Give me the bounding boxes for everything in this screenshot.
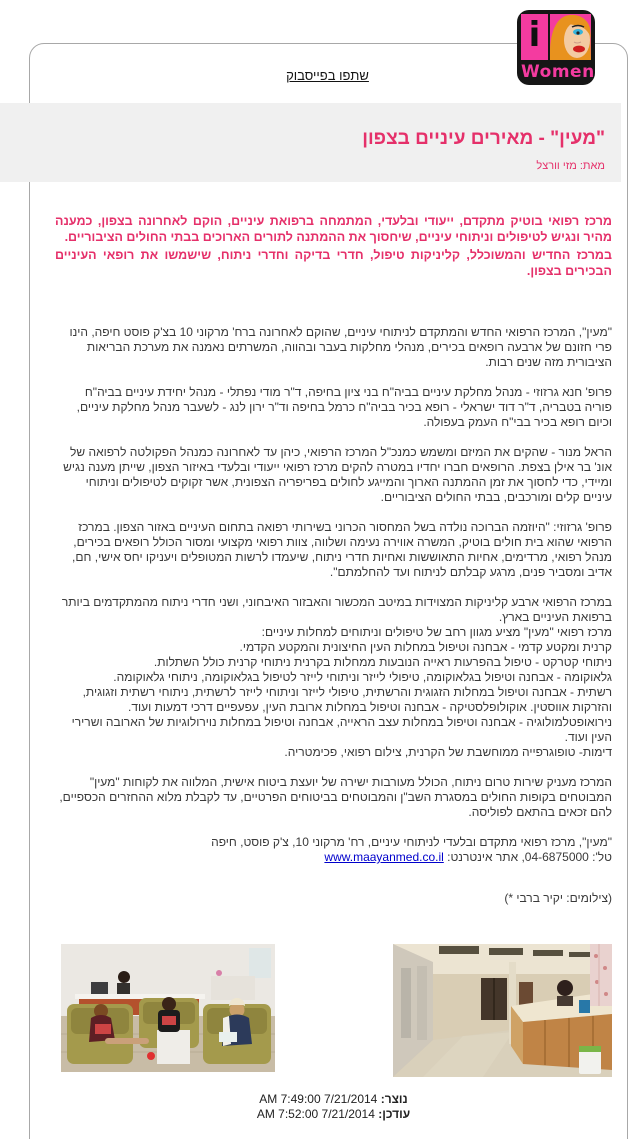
contact-address: "מעין", מרכז רפואי מתקדם ובלעדי לניתוחי עיניים, רח' מרקוני 10, צ'ק פוסט, חיפה <box>211 835 612 849</box>
services-line: ניתוחי קטרקט - טיפול בהפרעות ראייה הנובעות ממחלות בקרנית ניתוחי קרנית כולל השתלות. <box>153 655 612 669</box>
lead-paragraph <box>55 213 612 279</box>
lead-line-2: במרכז החדיש והמשוכלל, קליניקות טיפול, חדרי בדיקה וחדרי ניתוח, שישמשו את רופאי העיניים הבכירים בצפון. <box>55 248 612 278</box>
ilwomen-logo[interactable] <box>517 10 595 85</box>
created-value: AM 7:49:00 7/21/2014 <box>259 1092 378 1106</box>
updated-value: AM 7:52:00 7/21/2014 <box>256 1107 375 1121</box>
waiting-room-photo <box>61 944 275 1072</box>
services-line: נירואופטלמולוגיה - אבחנה וטיפול במחלות עצב הראייה, אבחנה וטיפול במחלות נוירולוגיות של הארובה ושרירי העין ועוד. <box>71 715 612 744</box>
created-label: נוצר: <box>380 1092 408 1106</box>
lead-line-1: מרכז רפואי בוטיק מתקדם, ייעודי ובלעדי, המתמחה ברפואת עיניים, הוקם לאחרונה בצפון, כמענה מהיר ונגיש לטיפולים וניתוחי עיניים, שיחסוך את ההמתנה לתורים הארוכים בבתי החולים הציבוריים. <box>55 214 612 244</box>
services-line: מרכז רפואי "מעין" מציע מגוון רחב של טיפולים וניתוחים למחלות עיניים: <box>261 625 612 639</box>
paragraph-opening: "מעין", המרכז הרפואי החדש והמתקדם לניתוחי עיניים, שהוקם לאחרונה ברח' מרקוני 10 בצ'ק פוסט חיפה, הינו פרי חזונם של ארבעה רופאים בכירים, מנהלי מחלקות בעבר ובהווה, המשרתים נאמנה את מערכת הבריאות הציבורית מזה שנים רבות. <box>69 325 612 369</box>
article-byline: מאת: מזי וורצל <box>536 160 605 172</box>
created-line <box>55 1092 612 1107</box>
clinic-reception-photo <box>393 944 612 1077</box>
share-facebook-link[interactable]: שתפו בפייסבוק <box>286 68 369 83</box>
services-line: רשתית - אבחנה וטיפול במחלות הזגוגית והרשתית, טיפולי לייזר וניתוחי לייזר לרשתית, ניתוחי רשתית וזגוגית, והזרקות אווסטין. אוקולופלסטיקה - אבחנה וטיפול במחלות ארובת העין, עפעפיים דרכי דמעות ועוד. <box>82 685 612 714</box>
logo-i-letter: i <box>521 14 548 60</box>
photo-row <box>55 944 612 1077</box>
photo-credit: (צילומים: יקיר ברבי *) <box>504 891 612 905</box>
contact-phone: טל': 04-6875000, אתר אינטרנט: <box>443 850 612 864</box>
services-line: דימות- טופוגרפייה ממוחשבת של הקרנית, צילום רפואי, פכימטריה. <box>284 745 612 759</box>
paragraph-doctors: פרופ' חנא גרזוזי - מנהל מחלקת עיניים בביה"ח בני ציון בחיפה, ד"ר מודי נפתלי - מנהל יחידת עיניים בביה"ח פוריה בטבריה, ד"ר דוד ישראלי - רופא בכיר בביה"ח כרמל בחיפה וד"ר ירון לנג - לשעבר מנהל מחלקת עיניים, וכיום רופא בכיר בבי"ח העמק בעפולה. <box>76 385 612 429</box>
contact-block <box>55 835 612 865</box>
article-title: "מעין" - מאירים עיניים בצפון <box>362 128 605 149</box>
contact-phone-line <box>55 850 612 865</box>
services-line: גלאוקומה - אבחנה וטיפול בגלאוקומה, טיפולי לייזר וניתוחי לייזר לטיפול בגלאוקומה, ניתוחי גלאוקומה. <box>113 670 612 684</box>
website-link[interactable]: www.maayanmed.co.il <box>324 850 444 864</box>
logo-woman-face-icon <box>550 14 591 60</box>
services-line: קרנית ומקטע קדמי - אבחנה וטיפול במחלות העין החיצונית והמקטע הקדמי. <box>239 640 612 654</box>
services-line: במרכז הרפואי ארבע קליניקות המצוידות במיטב המכשור והאבזור האיבחוני, ושני חדרי ניתוח מהמתקדמים ביותר ברפואת העיניים בארץ. <box>61 595 612 624</box>
services-list <box>55 595 612 760</box>
updated-line <box>55 1107 612 1122</box>
paragraph-manor: הראל מנור - שהקים את המיזם ומשמש כמנכ"ל המרכז הרפואי, כיהן עד לאחרונה כמנהל הפקולטה לרפואה של אונ' בר אילן בצפת. הרופאים חברו יחדיו במטרה להקים מרכז רפואי ייעודי ובלעדי באיזור הצפון, שייתן מענה נגיש ומיידי, כדי לחסוך את זמן ההמתנה הארוך והמייגע לחולים בפריפריה הצפונית, אשר זקוקים לטיפולים וניתוחי עיניים קלים ומורכבים, בבתי החולים הציבוריים. <box>63 445 612 504</box>
timestamps <box>55 1092 612 1122</box>
paragraph-quote: פרופ' גרזוזי: "היוזמה הברוכה נולדה בשל המחסור הכרוני בשירותי רפואה בתחום העיניים באזור הצפון. במרכז הרפואי שהוא בית חולים בוטיק, המשרה אווירה נעימה ושלווה, צוות רפואי מקצועי ומסור הכולל רופאים בכירים, מנהל רפואי, מרדימים, אחיות התאוששות ואחיות חדרי ניתוח, שיעמדו לרשות המטופלים ויעניקו יחס אישי, חם, אדיב ומסביר פנים, מרגע קבלתם לניתוח ועד להחלמתם". <box>72 520 612 579</box>
updated-label: עודכן: <box>378 1107 411 1121</box>
logo-women-text: Women <box>521 62 595 82</box>
paragraph-insurance: המרכז מעניק שירות טרום ניתוח, הכולל מעורבות ישירה של יועצת ביטוח אישית, המלווה את לקוחות "מעין" המבוטחים בקופות החולים במסגרת השב"ן והמבוטחים בביטוחים הפרטיים, עד לקבלת מלוא ההחזרים הכספיים, להם זכאים בהתאם לפוליסה. <box>59 775 612 819</box>
article-body <box>55 213 612 1122</box>
title-band <box>0 103 621 182</box>
logo-top <box>521 14 591 60</box>
